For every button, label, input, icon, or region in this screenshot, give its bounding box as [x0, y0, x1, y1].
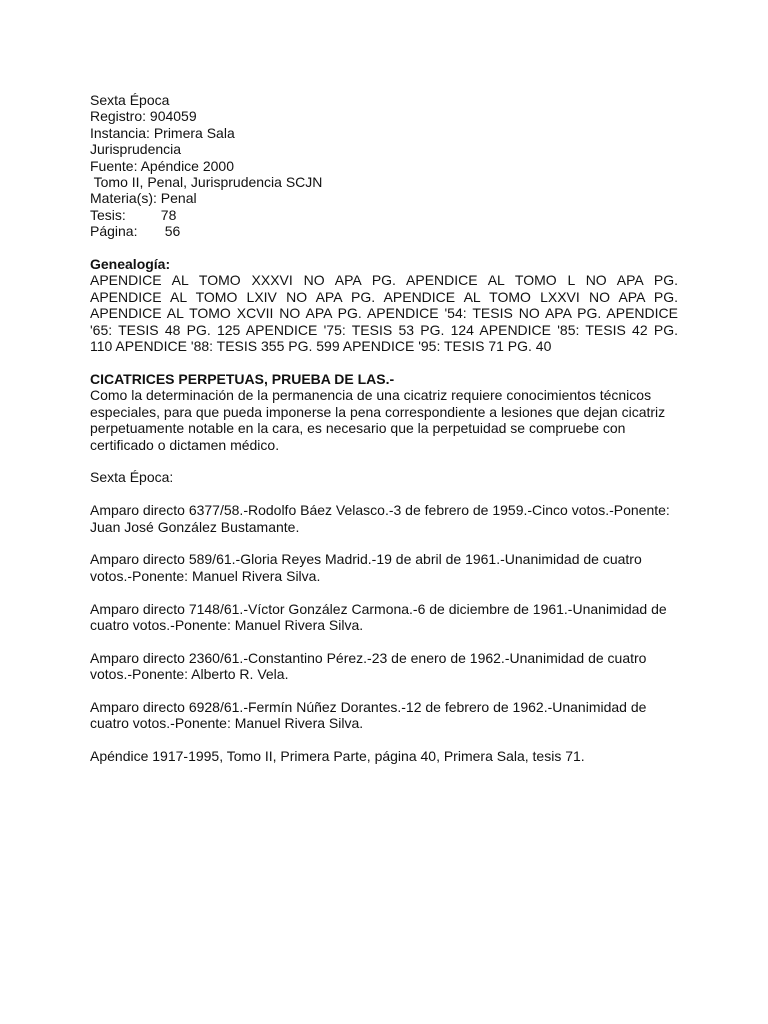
registro-line: Registro: 904059: [90, 108, 197, 125]
fuente-line: Fuente: Apéndice 2000: [90, 157, 235, 174]
pagina-line: Página: 56: [90, 223, 181, 240]
genealogia-line: '65: TESIS 48 PG. 125 APENDICE '75: TESIS 53 PG. 124 APENDICE '85: TESIS 42 PG.: [90, 321, 678, 338]
tomo-line: Tomo II, Penal, Jurisprudencia SCJN: [90, 174, 323, 191]
document-page: [90, 92, 678, 765]
genealogia-title: Genealogía:: [90, 256, 171, 273]
precedentes-epoca: Sexta Época:: [90, 469, 174, 486]
materia-line: Materia(s): Penal: [90, 190, 197, 207]
genealogia-line: APENDICE AL TOMO XXXVI NO APA PG. APENDICE AL TOMO L NO APA PG.: [90, 272, 678, 289]
precedente-item: Amparo directo 6377/58.-Rodolfo Báez Velasco.-3 de febrero de 1959.-Cinco votos.-Ponente: Juan José González Bustamante.: [90, 502, 670, 535]
genealogia-line: 110 APENDICE '88: TESIS 355 PG. 599 APENDICE '95: TESIS 71 PG. 40: [90, 338, 552, 355]
precedente-item: Amparo directo 6928/61.-Fermín Núñez Dorantes.-12 de febrero de 1962.-Unanimidad de cuatro votos.-Ponente: Manuel Rivera Silva.: [90, 698, 647, 732]
apendice-line: Apéndice 1917-1995, Tomo II, Primera Parte, página 40, Primera Sala, tesis 71.: [90, 748, 585, 765]
epoca-line: Sexta Época: [90, 92, 170, 108]
genealogia-line: APENDICE AL TOMO XCVII NO APA PG. APENDICE '54: TESIS NO APA PG. APENDICE: [90, 305, 678, 322]
precedente-item: Amparo directo 589/61.-Gloria Reyes Madrid.-19 de abril de 1961.-Unanimidad de cuatro votos.-Ponente: Manuel Rivera Silva.: [90, 551, 642, 584]
genealogia-line: APENDICE AL TOMO LXIV NO APA PG. APENDICE AL TOMO LXXVI NO APA PG.: [90, 288, 678, 305]
precedente-item: Amparo directo 2360/61.-Constantino Pérez.-23 de enero de 1962.-Unanimidad de cuatro votos.-Ponente: Alberto R. Vela.: [90, 649, 647, 683]
rubro-text: Como la determinación de la permanencia de una cicatriz requiere conocimientos técnicos especiales, para que pueda imponerse la pena correspondiente a lesiones que dejan cicatriz perpetuamente notable en la cara, es necesario que la perpetuidad se compruebe con certificado o dictamen médico.: [90, 387, 666, 453]
tesis-line: Tesis: 78: [90, 206, 177, 223]
rubro-title: CICATRICES PERPETUAS, PRUEBA DE LAS.-: [90, 370, 395, 387]
tipo-line: Jurisprudencia: [90, 141, 182, 158]
precedente-item: Amparo directo 7148/61.-Víctor González Carmona.-6 de diciembre de 1961.-Unanimidad de cuatro votos.-Ponente: Manuel Rivera Silva.: [90, 600, 667, 633]
instancia-line: Instancia: Primera Sala: [90, 124, 235, 141]
